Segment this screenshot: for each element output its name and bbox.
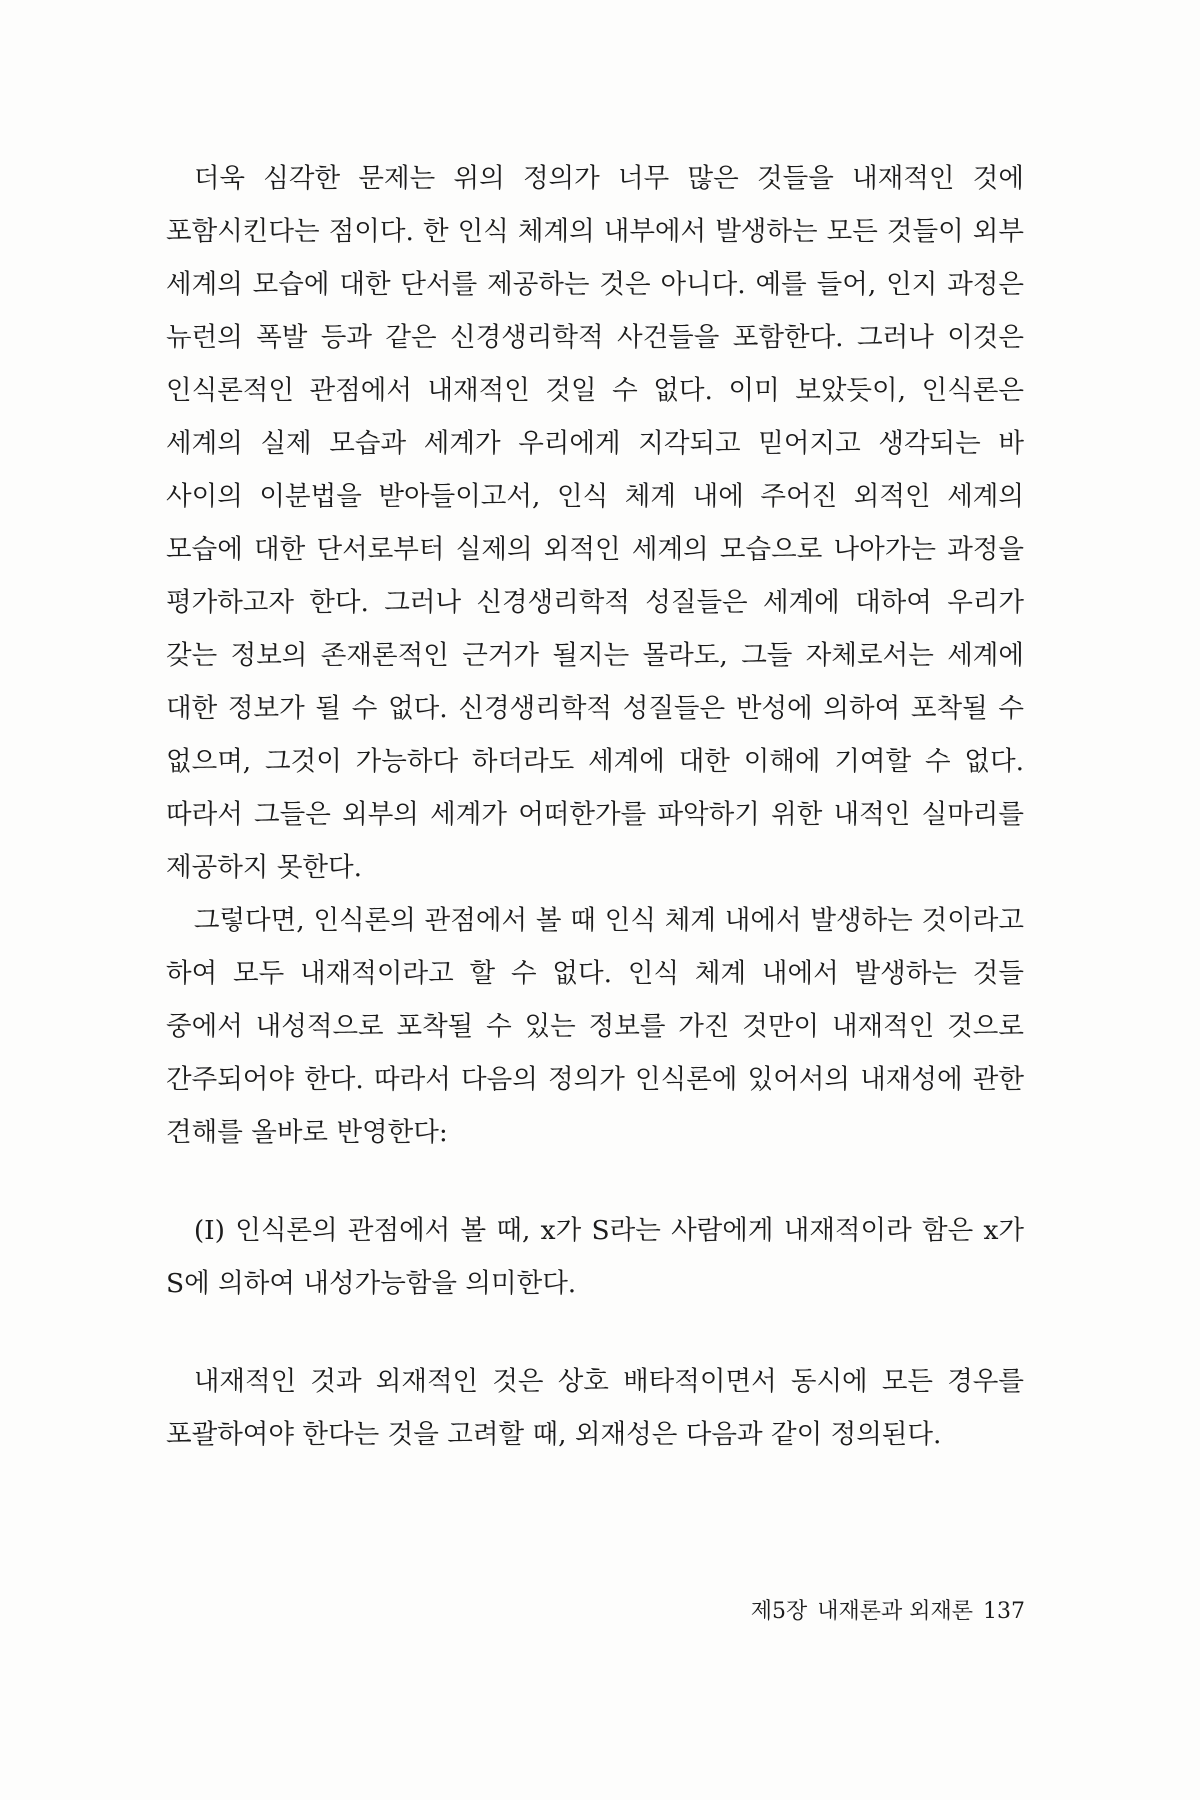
page-number: 137 <box>983 1599 1025 1624</box>
body-text <box>166 152 1024 1461</box>
chapter-title: 내재론과 외재론 <box>817 1599 973 1624</box>
closing-paragraph: 내재적인 것과 외재적인 것은 상호 배타적이면서 동시에 모든 경우를 포괄하여야 한다는 것을 고려할 때, 외재성은 다음과 같이 정의된다. <box>166 1366 1024 1450</box>
chapter-number: 제5장 <box>750 1599 808 1624</box>
definition-i: (I) 인식론의 관점에서 볼 때, x가 S라는 사람에게 내재적이라 함은 x가 S에 의하여 내성가능함을 의미한다. <box>166 1215 1024 1299</box>
paragraph-2: 그렇다면, 인식론의 관점에서 볼 때 인식 체계 내에서 발생하는 것이라고 하여 모두 내재적이라고 할 수 없다. 인식 체계 내에서 발생하는 것들 중에서 내성적으로 포착될 수 있는 정보를 가진 것만이 내재적인 것으로 간주되어야 한다. 따라서 다음의 정의가 인식론에 있어서의 내재성에 관한 견해를 올바로 반영한다: <box>166 905 1024 1148</box>
paragraph-1: 더욱 심각한 문제는 위의 정의가 너무 많은 것들을 내재적인 것에 포함시킨다는 점이다. 한 인식 체계의 내부에서 발생하는 모든 것들이 외부 세계의 모습에 대한 단서를 제공하는 것은 아니다. 예를 들어, 인지 과정은 뉴런의 폭발 등과 같은 신경생리학적 사건들을 포함한다. 그러나 이것은 인식론적인 관점에서 내재적인 것일 수 없다. 이미 보았듯이, 인식론은 세계의 실제 모습과 세계가 우리에게 지각되고 믿어지고 생각되는 바 사이의 이분법을 받아들이고서, 인식 체계 내에 주어진 외적인 세계의 모습에 대한 단서로부터 실제의 외적인 세계의 모습으로 나아가는 과정을 평가하고자 한다. 그러나 신경생리학적 성질들은 세계에 대하여 우리가 갖는 정보의 존재론적인 근거가 될지는 몰라도, 그들 자체로서는 세계에 대한 정보가 될 수 없다. 신경생리학적 성질들은 반성에 의하여 포착될 수 없으며, 그것이 가능하다 하더라도 세계에 대한 이해에 기여할 수 없다. 따라서 그들은 외부의 세계가 어떠한가를 파악하기 위한 내적인 실마리를 제공하지 못한다. <box>166 163 1024 883</box>
running-footer <box>660 1594 1025 1625</box>
